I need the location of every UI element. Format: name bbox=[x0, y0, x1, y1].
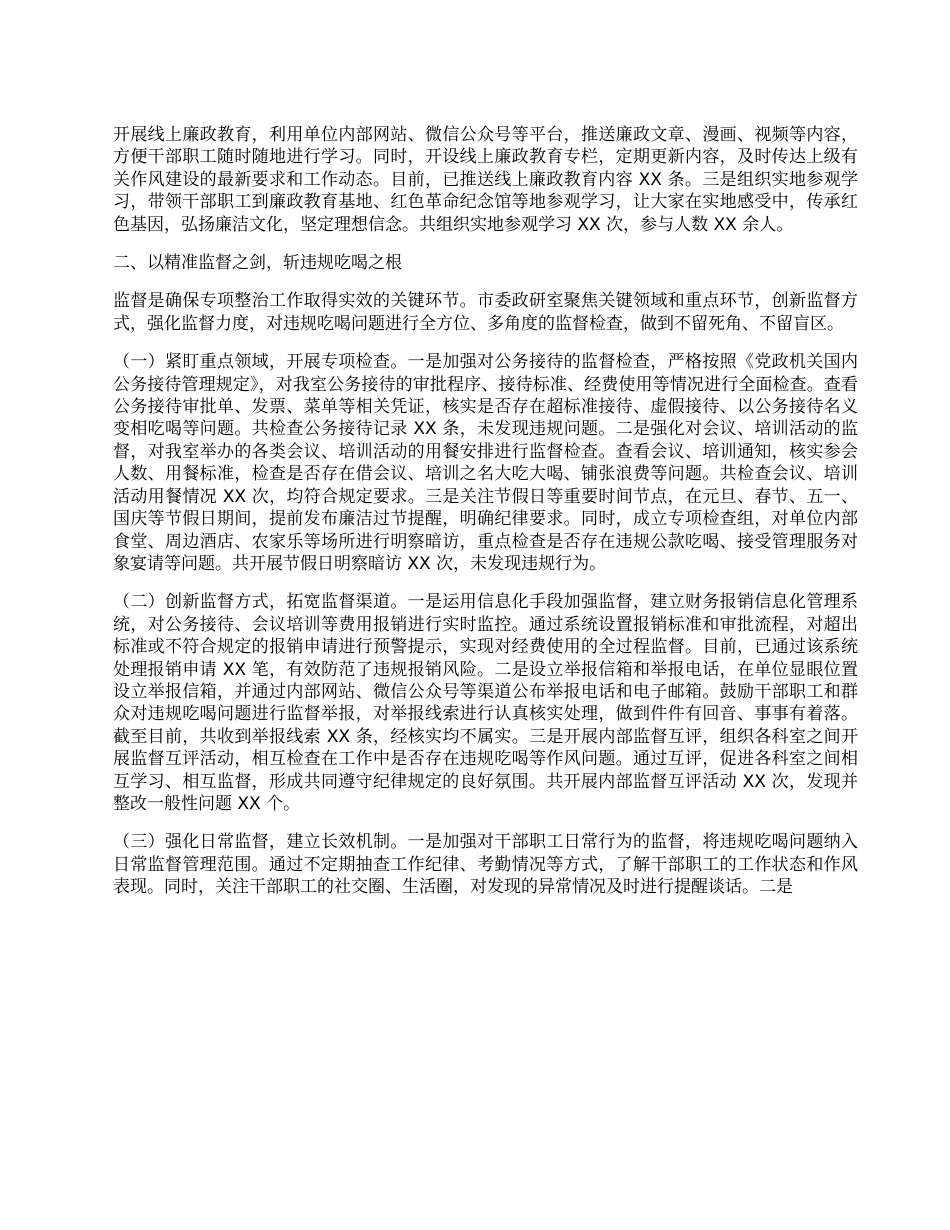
paragraph-subsection-3: （三）强化日常监督，建立长效机制。一是加强对干部职工日常行为的监督，将违规吃喝问题纳入日常监督管理范围。通过不定期抽查工作纪律、考勤情况等方式，了解干部职工的工作状态和作风表现。同时，关注干部职工的社交圈、生活圈，对发现的异常情况及时进行提醒谈话。二是 bbox=[113, 832, 858, 898]
paragraph-supervision-intro: 监督是确保专项整治工作取得实效的关键环节。市委政研室聚焦关键领域和重点环节，创新监督方式，强化监督力度，对违规吃喝问题进行全方位、多角度的监督检查，做到不留死角、不留盲区。 bbox=[113, 291, 858, 334]
section-heading-2: 二、以精准监督之剑，斩违规吃喝之根 bbox=[113, 253, 402, 274]
paragraph-online-education: 开展线上廉政教育，利用单位内部网站、微信公众号等平台，推送廉政文章、漫画、视频等内容，方便干部职工随时随地进行学习。同时，开设线上廉政教育专栏，定期更新内容，及时传达上级有关作风建设的最新要求和工作动态。目前，已推送线上廉政教育内容 XX 条。三是组织实地参观学习，带领干部职工到廉政教育基地、红色革命纪念馆等地参观学习，让大家在实地感受中，传承红色基因，弘扬廉洁文化，坚定理想信念。共组织实地参观学习 XX 次，参与人数 XX 余人。 bbox=[113, 125, 858, 235]
paragraph-subsection-1: （一）紧盯重点领域，开展专项检查。一是加强对公务接待的监督检查，严格按照《党政机关国内公务接待管理规定》，对我室公务接待的审批程序、接待标准、经费使用等情况进行全面检查。查看公务接待审批单、发票、菜单等相关凭证，核实是否存在超标准接待、虚假接待、以公务接待名义变相吃喝等问题。共检查公务接待记录 XX 条，未发现违规问题。二是强化对会议、培训活动的监督，对我室举办的各类会议、培训活动的用餐安排进行监督检查。查看会议、培训通知，核实参会人数、用餐标准，检查是否存在借会议、培训之名大吃大喝、铺张浪费等问题。共检查会议、培训活动用餐情况 XX 次，均符合规定要求。三是关注节假日等重要时间节点，在元旦、春节、五一、国庆等节假日期间，提前发布廉洁过节提醒，明确纪律要求。同时，成立专项检查组，对单位内部食堂、周边酒店、农家乐等场所进行明察暗访，重点检查是否存在违规公款吃喝、接受管理服务对象宴请等问题。共开展节假日明察暗访 XX 次，未发现违规行为。 bbox=[113, 352, 858, 574]
paragraph-subsection-2: （二）创新监督方式，拓宽监督渠道。一是运用信息化手段加强监督，建立财务报销信息化管理系统，对公务接待、会议培训等费用报销进行实时监控。通过系统设置报销标准和审批流程，对超出标准或不符合规定的报销申请进行预警提示，实现对经费使用的全过程监督。目前，已通过该系统处理报销申请 XX 笔，有效防范了违规报销风险。二是设立举报信箱和举报电话，在单位显眼位置设立举报信箱，并通过内部网站、微信公众号等渠道公布举报电话和电子邮箱。鼓励干部职工和群众对违规吃喝问题进行监督举报，对举报线索进行认真核实处理，做到件件有回音、事事有着落。截至目前，共收到举报线索 XX 条，经核实均不属实。三是开展内部监督互评，组织各科室之间开展监督互评活动，相互检查在工作中是否存在违规吃喝等作风问题。通过互评，促进各科室之间相互学习、相互监督，形成共同遵守纪律规定的良好氛围。共开展内部监督互评活动 XX 次，发现并整改一般性问题 XX 个。 bbox=[113, 592, 858, 814]
document-page bbox=[113, 124, 858, 915]
